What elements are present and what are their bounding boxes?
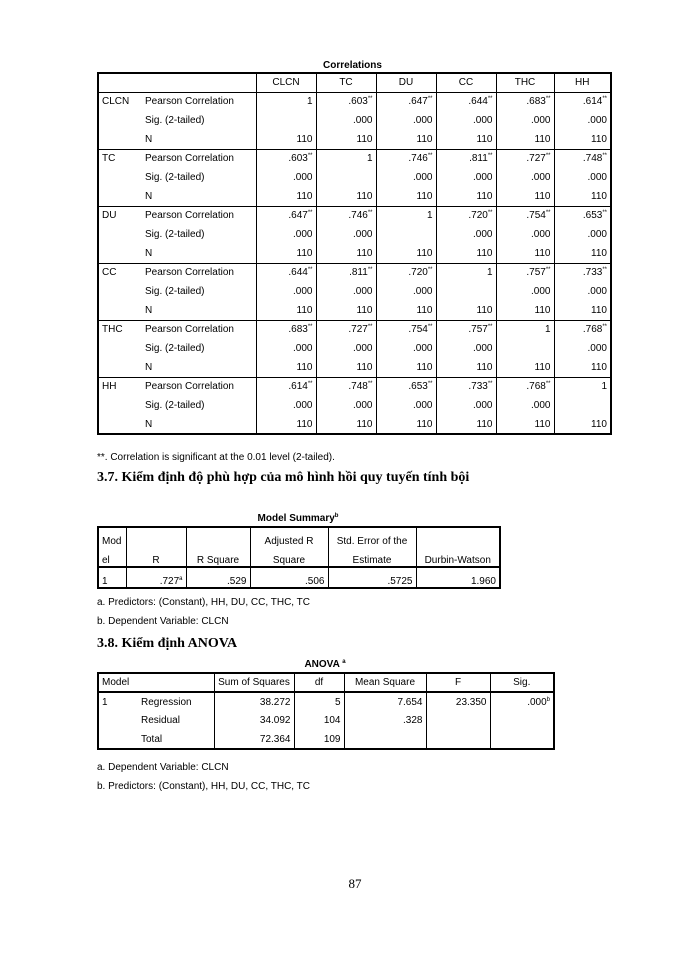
anova-cell-ms: .328	[344, 711, 426, 730]
corr-cell: 110	[554, 415, 611, 434]
corr-cell: 110	[554, 130, 611, 149]
corr-cell: .757**	[436, 320, 496, 339]
corr-cell: .000	[496, 396, 554, 415]
anova-title: ANOVA $^a$	[304, 659, 346, 670]
corr-stat-label: Sig. (2-tailed)	[142, 225, 256, 244]
ms-cell-r: .727$^a$	[126, 567, 186, 588]
corr-cell: 110	[256, 415, 316, 434]
corr-cell: .811**	[436, 149, 496, 168]
corr-cell: 110	[436, 187, 496, 206]
corr-group-label	[98, 396, 142, 415]
corr-cell	[316, 168, 376, 187]
corr-cell: .720**	[436, 206, 496, 225]
corr-cell	[496, 339, 554, 358]
corr-cell: .000	[496, 282, 554, 301]
anova-note-b: b. Predictors: (Constant), HH, DU, CC, THC, TC	[97, 781, 311, 792]
corr-row-thc-sig	[98, 339, 611, 358]
anova-cell-df: 109	[294, 730, 344, 749]
corr-header-thc: THC	[496, 73, 554, 92]
corr-cell: 110	[496, 130, 554, 149]
corr-group-label	[98, 168, 142, 187]
anova-header-model: Model	[98, 673, 214, 692]
corr-cell: .000	[376, 339, 436, 358]
corr-cell: 110	[376, 358, 436, 377]
corr-cell: .000	[376, 168, 436, 187]
ms-header-rsq: R Square	[186, 547, 250, 567]
ms-header-r: R	[126, 547, 186, 567]
corr-cell: .000	[554, 282, 611, 301]
anova-cell-df: 5	[294, 692, 344, 711]
anova-cell-ms: 7.654	[344, 692, 426, 711]
corr-stat-label: Sig. (2-tailed)	[142, 396, 256, 415]
model-summary-table	[97, 526, 501, 589]
corr-cell: .000	[554, 168, 611, 187]
corr-stat-label: N	[142, 244, 256, 263]
corr-cell: 110	[316, 187, 376, 206]
corr-cell: 110	[436, 130, 496, 149]
corr-cell: 110	[376, 244, 436, 263]
anova-cell-f	[426, 730, 490, 749]
anova-cell-model	[98, 730, 138, 749]
model-summary-note-a: a. Predictors: (Constant), HH, DU, CC, THC, TC	[97, 597, 311, 608]
anova-cell-ms	[344, 730, 426, 749]
corr-cell: .644**	[436, 92, 496, 111]
corr-cell: 110	[256, 358, 316, 377]
corr-cell	[554, 396, 611, 415]
corr-cell: .000	[256, 225, 316, 244]
anova-header-ms: Mean Square	[344, 673, 426, 692]
corr-cell: .768**	[554, 320, 611, 339]
corr-cell: .000	[436, 168, 496, 187]
corr-cell: 110	[316, 415, 376, 434]
corr-stat-label: N	[142, 358, 256, 377]
anova-cell-sig	[490, 711, 554, 730]
corr-cell: .000	[316, 282, 376, 301]
corr-cell: .000	[316, 396, 376, 415]
corr-group-label: THC	[102, 324, 123, 336]
corr-cell: .000	[554, 111, 611, 130]
corr-group-label	[98, 415, 142, 434]
corr-row-du-sig	[98, 225, 611, 244]
corr-cell: .754**	[496, 206, 554, 225]
anova-cell-ss: 38.272	[214, 692, 294, 711]
corr-group-label	[98, 111, 142, 130]
anova-cell-df: 104	[294, 711, 344, 730]
corr-cell: .768**	[496, 377, 554, 396]
corr-row-cc-pearson	[98, 263, 611, 282]
section-heading-3-8: 3.8. Kiểm định ANOVA	[97, 636, 238, 651]
corr-cell: 1	[376, 206, 436, 225]
anova-header-df: df	[294, 673, 344, 692]
corr-cell: .000	[316, 339, 376, 358]
corr-cell: .733**	[554, 263, 611, 282]
anova-cell-ss: 72.364	[214, 730, 294, 749]
corr-cell: .000	[496, 168, 554, 187]
corr-cell: 110	[256, 130, 316, 149]
corr-cell: .748**	[554, 149, 611, 168]
ms-header-adj-1: Adjusted R	[250, 527, 328, 547]
corr-cell: 1	[256, 92, 316, 111]
ms-cell-adj: .506	[250, 567, 328, 588]
corr-row-hh-n	[98, 415, 611, 434]
corr-header-cc: CC	[436, 73, 496, 92]
corr-stat-label: N	[142, 301, 256, 320]
corr-stat-label: Pearson Correlation	[142, 149, 256, 168]
corr-cell: 1	[436, 263, 496, 282]
anova-cell-sig	[490, 730, 554, 749]
correlations-title: Correlations	[323, 60, 382, 71]
corr-stat-label: Pearson Correlation	[142, 206, 256, 225]
corr-group-label	[98, 358, 142, 377]
ms-cell-model: 1	[102, 576, 108, 587]
corr-row-du-n	[98, 244, 611, 263]
corr-cell: .000	[376, 111, 436, 130]
ms-cell-dw: 1.960	[416, 567, 500, 588]
corr-cell: 110	[496, 244, 554, 263]
section-heading-3-7: 3.7. Kiểm định độ phù hợp của mô hình hồi quy tuyến tính bội	[97, 470, 470, 485]
corr-cell: .000	[436, 339, 496, 358]
corr-cell: .647**	[256, 206, 316, 225]
corr-row-hh-pearson	[98, 377, 611, 396]
anova-note-a: a. Dependent Variable: CLCN	[97, 762, 229, 773]
corr-row-cc-sig	[98, 282, 611, 301]
corr-stat-label: Sig. (2-tailed)	[142, 339, 256, 358]
corr-cell: 110	[436, 244, 496, 263]
corr-cell: 110	[316, 301, 376, 320]
corr-cell: .746**	[316, 206, 376, 225]
corr-cell	[376, 225, 436, 244]
corr-group-label	[98, 187, 142, 206]
corr-header-tc: TC	[316, 73, 376, 92]
ms-cell-se: .5725	[328, 567, 416, 588]
corr-row-du-pearson	[98, 206, 611, 225]
corr-stat-label: Sig. (2-tailed)	[142, 168, 256, 187]
corr-stat-label: N	[142, 130, 256, 149]
corr-cell: .603**	[316, 92, 376, 111]
corr-group-label	[98, 130, 142, 149]
corr-cell: 110	[316, 358, 376, 377]
ms-header-dw: Durbin-Watson	[416, 547, 500, 567]
anova-row-regression	[98, 692, 554, 711]
corr-cell: 110	[496, 187, 554, 206]
corr-cell: .000	[554, 225, 611, 244]
corr-header-hh: HH	[554, 73, 611, 92]
corr-cell: .811**	[316, 263, 376, 282]
corr-cell: .000	[436, 225, 496, 244]
anova-cell-f	[426, 711, 490, 730]
corr-cell: .000	[256, 282, 316, 301]
corr-group-label: DU	[102, 210, 117, 222]
corr-cell: 110	[436, 358, 496, 377]
corr-stat-label: Pearson Correlation	[142, 263, 256, 282]
anova-table	[97, 672, 555, 750]
correlations-footnote: **. Correlation is significant at the 0.01 level (2-tailed).	[97, 452, 335, 463]
corr-row-tc-n	[98, 187, 611, 206]
corr-cell: 110	[436, 415, 496, 434]
corr-cell: .727**	[496, 149, 554, 168]
corr-stat-label: Sig. (2-tailed)	[142, 282, 256, 301]
corr-cell: .647**	[376, 92, 436, 111]
corr-row-tc-sig	[98, 168, 611, 187]
corr-cell: .603**	[256, 149, 316, 168]
corr-cell	[436, 282, 496, 301]
corr-stat-label: Pearson Correlation	[142, 377, 256, 396]
corr-cell: 110	[376, 415, 436, 434]
correlations-table	[97, 72, 612, 435]
corr-row-thc-n	[98, 358, 611, 377]
ms-header-adj-2: Square	[250, 547, 328, 567]
ms-cell-rsq: .529	[186, 567, 250, 588]
corr-cell: .000	[436, 111, 496, 130]
corr-row-clcn-sig	[98, 111, 611, 130]
corr-header-blank	[98, 73, 256, 92]
anova-header-sig: Sig.	[490, 673, 554, 692]
corr-cell: .727**	[316, 320, 376, 339]
anova-cell-f: 23.350	[426, 692, 490, 711]
corr-header-clcn: CLCN	[256, 73, 316, 92]
corr-stat-label: N	[142, 415, 256, 434]
corr-cell: .000	[496, 111, 554, 130]
ms-header-model-1: Mod	[102, 536, 122, 547]
corr-cell: .000	[554, 339, 611, 358]
anova-row-residual	[98, 711, 554, 730]
corr-group-label	[98, 301, 142, 320]
corr-cell: .000	[436, 396, 496, 415]
corr-cell: 1	[496, 320, 554, 339]
corr-row-hh-sig	[98, 396, 611, 415]
anova-cell-model	[98, 711, 138, 730]
corr-cell: .000	[376, 282, 436, 301]
corr-cell: .644**	[256, 263, 316, 282]
corr-cell: 110	[554, 244, 611, 263]
page-number: 87	[348, 876, 362, 891]
corr-group-label	[98, 339, 142, 358]
corr-cell: .754**	[376, 320, 436, 339]
corr-cell: 110	[496, 301, 554, 320]
ms-header-se-2: Estimate	[328, 547, 416, 567]
corr-cell: .000	[256, 339, 316, 358]
corr-group-label	[98, 244, 142, 263]
corr-row-tc-pearson	[98, 149, 611, 168]
corr-cell: 110	[436, 301, 496, 320]
corr-cell: 110	[496, 415, 554, 434]
ms-header-model-2: el	[98, 547, 126, 567]
corr-row-clcn-n	[98, 130, 611, 149]
corr-stat-label: Sig. (2-tailed)	[142, 111, 256, 130]
corr-cell: .757**	[496, 263, 554, 282]
corr-cell: .683**	[256, 320, 316, 339]
corr-cell: .746**	[376, 149, 436, 168]
model-summary-note-b: b. Dependent Variable: CLCN	[97, 616, 229, 627]
corr-cell: .653**	[554, 206, 611, 225]
anova-header-f: F	[426, 673, 490, 692]
corr-cell: .614**	[554, 92, 611, 111]
corr-cell: .720**	[376, 263, 436, 282]
corr-header-du: DU	[376, 73, 436, 92]
corr-cell: .614**	[256, 377, 316, 396]
corr-cell: 110	[256, 244, 316, 263]
corr-row-thc-pearson	[98, 320, 611, 339]
anova-cell-label: Total	[141, 733, 163, 745]
anova-cell-label: Regression	[141, 696, 192, 708]
corr-cell: 110	[256, 301, 316, 320]
corr-stat-label: Pearson Correlation	[142, 320, 256, 339]
corr-group-label: CC	[102, 267, 117, 279]
anova-cell-sig: .000$^b$	[490, 692, 554, 711]
corr-cell: 1	[316, 149, 376, 168]
corr-cell: .000	[496, 225, 554, 244]
corr-cell: .000	[316, 225, 376, 244]
anova-cell-label: Residual	[141, 715, 180, 726]
corr-cell: 110	[376, 187, 436, 206]
anova-row-total	[98, 730, 554, 749]
anova-cell-ss: 34.092	[214, 711, 294, 730]
anova-cell-model: 1	[102, 696, 108, 708]
corr-cell: 110	[554, 301, 611, 320]
corr-cell: 110	[554, 187, 611, 206]
corr-stat-label: Pearson Correlation	[142, 92, 256, 111]
corr-cell: 110	[316, 130, 376, 149]
corr-group-label: CLCN	[102, 96, 130, 108]
corr-row-clcn-pearson	[98, 92, 611, 111]
ms-header-se-1: Std. Error of the	[328, 527, 416, 547]
corr-cell: .683**	[496, 92, 554, 111]
corr-cell: .653**	[376, 377, 436, 396]
corr-cell	[256, 111, 316, 130]
corr-cell: 110	[554, 358, 611, 377]
corr-cell: 110	[316, 244, 376, 263]
corr-cell: .000	[316, 111, 376, 130]
corr-cell: .733**	[436, 377, 496, 396]
corr-cell: 1	[554, 377, 611, 396]
corr-row-cc-n	[98, 301, 611, 320]
corr-group-label: HH	[102, 381, 117, 393]
model-summary-title: Model Summary$^b$	[257, 513, 339, 524]
corr-cell: .000	[256, 396, 316, 415]
corr-cell: 110	[256, 187, 316, 206]
corr-group-label	[98, 282, 142, 301]
anova-header-ss: Sum of Squares	[214, 673, 294, 692]
corr-group-label	[98, 225, 142, 244]
corr-cell: 110	[376, 301, 436, 320]
corr-group-label: TC	[102, 153, 116, 165]
corr-cell: 110	[496, 358, 554, 377]
corr-stat-label: N	[142, 187, 256, 206]
corr-cell: .748**	[316, 377, 376, 396]
corr-cell: 110	[376, 130, 436, 149]
corr-cell: .000	[256, 168, 316, 187]
corr-cell: .000	[376, 396, 436, 415]
